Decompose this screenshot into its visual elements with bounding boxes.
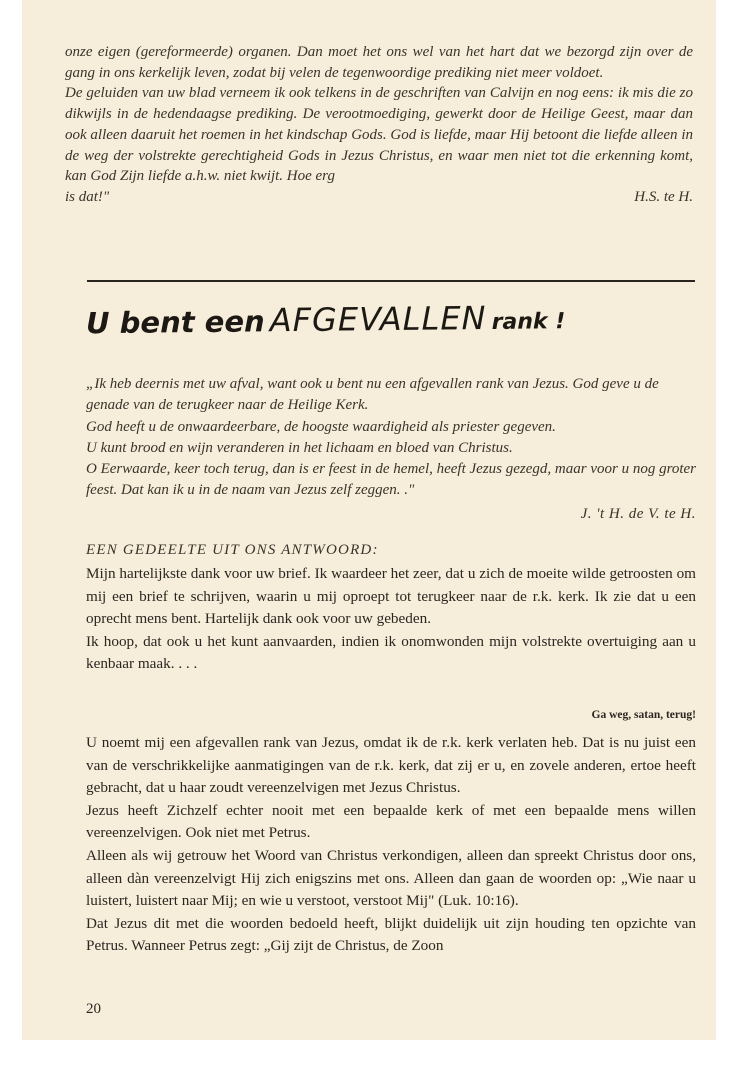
answer-part-2 xyxy=(86,732,696,958)
headline-part-2: AFGEVALLEN xyxy=(269,299,487,340)
article-headline xyxy=(86,297,696,341)
headline-part-3: rank ! xyxy=(491,309,566,335)
answer-paragraph: Ik hoop, dat ook u het kunt aanvaarden, indien ik onomwonden mijn volstrekte overtuiging aan u kenbaar maak. . . . xyxy=(86,632,696,673)
letter-2-paragraph: U kunt brood en wijn veranderen in het lichaam en bloed van Christus. xyxy=(86,439,513,456)
section-divider xyxy=(87,280,695,282)
answer-paragraph: Alleen als wij getrouw het Woord van Christus verkondigen, alleen dan spreekt Christus door ons, alleen dàn vereenzelvigt Hij zich enigszins met ons. Alleen dan gaan de woorden op: „Wie naar u luistert, luistert naar Mij; en wie u verstoot, verstoot Mij" (Luk. 10:16). xyxy=(86,846,696,910)
letter-2-signature: J. 't H. de V. te H. xyxy=(580,505,696,522)
headline-part-1: U bent een xyxy=(85,304,265,341)
letter-1-signature: H.S. te H. xyxy=(634,188,693,205)
letter-2-paragraph: O Eerwaarde, keer toch terug, dan is er feest in de hemel, heeft Jezus gezegd, maar voor u nog groter feest. Dat kan ik u in de naam van Jezus zelf zeggen. ." xyxy=(86,461,697,499)
answer-paragraph: U noemt mij een afgevallen rank van Jezus, omdat ik de r.k. kerk verlaten heb. Dat is nu juist een van de verschrikkelijke aanmatigingen van de r.k. kerk, dat zij er u, en zovele anderen, ertoe heeft gebracht, dat u haar zoudt vereenzelvigen met Jezus Christus. xyxy=(86,734,696,797)
letter-1-paragraph: De geluiden van uw blad verneem ik ook telkens in de geschriften van Calvijn en nog eens: ik mis die zo dikwijls in de hedendaagse prediking. De verootmoediging, gewerkt door de Heilige Geest, maar dan ook alleen daaruit het roemen in het kindschap Gods. God is liefde, maar Hij betoont die liefde alleen in de weg der volstrekte gerechtigheid Gods in Jezus Christus, en waar men niet tot die erkenning komt, kan God Zijn liefde a.h.w. niet kwijt. Hoe erg xyxy=(65,85,693,185)
reader-letter-2 xyxy=(86,374,696,525)
letter-2-paragraph: God heeft u de onwaardeerbare, de hoogste waardigheid als priester gegeven. xyxy=(86,418,556,435)
reader-letter-1 xyxy=(65,42,693,208)
letter-1-closing: is dat!" xyxy=(65,188,110,205)
page-number: 20 xyxy=(86,1001,101,1017)
letter-2-paragraph: „Ik heb deernis met uw afval, want ook u bent nu een afgevallen rank van Jezus. God geve u de genade van de terugkeer naar de Heilige Kerk. xyxy=(86,376,659,414)
letter-1-closing-row xyxy=(65,187,693,208)
answer-subheading: Ga weg, satan, terug! xyxy=(591,709,696,721)
answer-part-1 xyxy=(86,563,696,676)
answer-paragraph: Mijn hartelijkste dank voor uw brief. Ik waardeer het zeer, dat u zich de moeite wilde getroosten om mij een brief te schrijven, waarin u mij oproept tot terugkeer naar de r.k. kerk. Ik zie dat u een oprecht mens bent. Hartelijk dank ook voor uw gebeden. xyxy=(86,565,696,628)
answer-heading: EEN GEDEELTE UIT ONS ANTWOORD: xyxy=(86,542,379,558)
answer-paragraph: Jezus heeft Zichzelf echter nooit met een bepaalde kerk of met een bepaalde mens willen vereenzelvigen. Ook niet met Petrus. xyxy=(86,801,696,842)
answer-paragraph: Dat Jezus dit met die woorden bedoeld heeft, blijkt duidelijk uit zijn houding ten opzichte van Petrus. Wanneer Petrus zegt: „Gij zijt de Christus, de Zoon xyxy=(86,914,696,955)
letter-1-paragraph: onze eigen (gereformeerde) organen. Dan moet het ons wel van het hart dat we bezorgd zijn over de gang in ons kerkelijk leven, zodat bij velen de tegenwoordige prediking niet meer voldoet. xyxy=(65,44,693,81)
